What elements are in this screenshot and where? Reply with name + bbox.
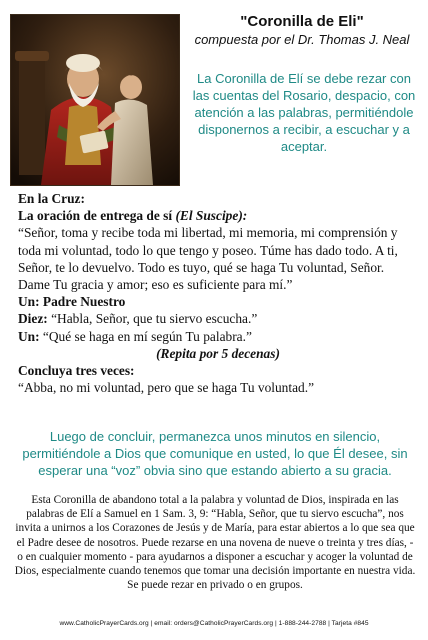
suscipe-end: Dame Tu gracia y amor; eso es suficiente para mí.” xyxy=(18,277,293,293)
one-line xyxy=(18,328,418,345)
card-subtitle: compuesta por el Dr. Thomas J. Neal xyxy=(194,32,410,47)
suscipe-heading-prefix: La oración de entrega de sí xyxy=(18,208,176,224)
cross-heading: En la Cruz: xyxy=(18,191,85,206)
repeat-note: (Repita por 5 decenas) xyxy=(156,345,280,361)
our-father-line: Un: Padre Nuestro xyxy=(18,294,126,310)
card-header xyxy=(182,12,422,48)
card-title: "Coronilla de Eli" xyxy=(240,13,364,30)
footer-contact: www.CatholicPrayerCards.org | email: orders@CatholicPrayerCards.org | 1-888-244-2788 | Tarjeta #845 xyxy=(59,620,369,627)
one-label: Un: xyxy=(18,328,40,344)
conclude-heading: Concluya tres veces: xyxy=(18,363,135,379)
suscipe-heading-italic: (El Suscipe): xyxy=(175,208,248,224)
eli-samuel-painting xyxy=(10,14,180,186)
explanation-text: Esta Coronilla de abandono total a la palabra y voluntad de Dios, inspirada en las palabras de Elí a Samuel en 1 Sam. 3, 9: “Habla, Señor, que tu siervo escucha”, nos invita a unirnos a los Corazones de Jesús y de María, para estar abiertos a lo que sea que el Padre desee de nosotros. Puede rezarse en una novena de nueve o treinta y tres días, - o en cualquier momento - para ayudarnos a disponer a escuchar y acoger la voluntad de Dios, especialmente cuando tenemos que tomar una decisión importante en nuestra vida. Se puede rezar en privado o en grupos. xyxy=(14,494,416,592)
prayer-instructions xyxy=(18,190,418,396)
suscipe-text: “Señor, toma y recibe toda mi libertad, mi memoria, mi comprensión y toda mi voluntad, todo lo que tengo y poseo. Túme has dado todo. A ti, Señor, te lo devuelvo. Todo es tuyo, qué se haga Tu voluntad, Señor. xyxy=(18,225,398,275)
ten-line xyxy=(18,310,418,327)
closing-text: Luego de concluir, permanezca unos minutos en silencio, permitiéndole a Dios que comunique en usted, lo que Él desee, sin esperar una “voz” obvia sino que estando abierto a su gracia. xyxy=(22,429,408,478)
conclude-text: “Abba, no mi voluntad, pero que se haga Tu voluntad.” xyxy=(18,380,315,396)
intro-text: La Coronilla de Elí se debe rezar con las cuentas del Rosario, despacio, con atención a las palabras, permitiéndole disponernos a recibir, a escuchar y a aceptar. xyxy=(192,71,416,154)
ten-text: “Habla, Señor, que tu siervo escucha.” xyxy=(47,311,258,327)
suscipe-heading xyxy=(18,207,418,224)
painting-eli-and-samuel-icon xyxy=(11,15,179,185)
one-text: “Qué se haga en mí según Tu palabra.” xyxy=(39,328,252,344)
ten-label: Diez: xyxy=(18,311,48,327)
